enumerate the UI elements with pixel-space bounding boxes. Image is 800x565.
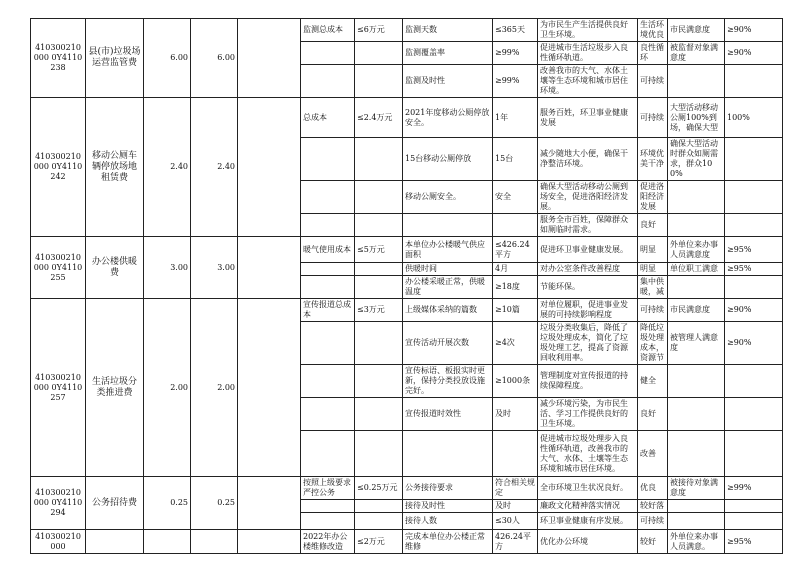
empty-cell [238, 19, 301, 98]
indicator-cell-c1 [301, 181, 355, 214]
indicator-cell-c3: 监测及时性 [403, 65, 493, 98]
indicator-cell-c4: 及时 [493, 398, 538, 431]
indicator-cell-c2 [355, 42, 403, 65]
indicator-cell-c2 [355, 138, 403, 181]
indicator-cell-c7: 市民满意度 [668, 19, 725, 42]
indicator-cell-c7: 单位职工满意 [668, 263, 725, 276]
indicator-cell-c4: 426.24平方 [493, 530, 538, 554]
indicator-cell-c1 [301, 398, 355, 431]
amount-cell: 3.00 [191, 237, 238, 299]
indicator-cell-c1 [301, 263, 355, 276]
indicator-cell-c5: 环卫事业健康有序发展。 [538, 513, 638, 530]
indicator-cell-c4: ≤365天 [493, 19, 538, 42]
indicator-cell-c8 [725, 138, 783, 181]
performance-target-table [30, 18, 783, 554]
indicator-cell-c5: 改善我市的大气、水体土壤等生态环境和城市居住环境。 [538, 65, 638, 98]
indicator-cell-c4: 15台 [493, 138, 538, 181]
indicator-cell-c2 [355, 513, 403, 530]
indicator-cell-c6: 良好 [638, 214, 668, 237]
indicator-cell-c5: 廉政文化精神落实情况 [538, 500, 638, 513]
indicator-cell-c3: 接待及时性 [403, 500, 493, 513]
indicator-cell-c2 [355, 181, 403, 214]
indicator-cell-c6: 环境优美干净 [638, 138, 668, 181]
indicator-cell-c1 [301, 42, 355, 65]
indicator-cell-c3: 办公楼采暖正常，供暖温度 [403, 276, 493, 299]
indicator-cell-c5: 对办公室条件改善程度 [538, 263, 638, 276]
indicator-cell-c1: 按照上级要求严控公务 [301, 477, 355, 500]
indicator-cell-c8: ≥99% [725, 477, 783, 500]
indicator-cell-c4: 1年 [493, 98, 538, 138]
empty-cell [238, 98, 301, 237]
indicator-cell-c1 [301, 276, 355, 299]
indicator-cell-c8: ≥90% [725, 19, 783, 42]
indicator-cell-c6: 可持续 [638, 65, 668, 98]
indicator-cell-c4: ≥99% [493, 42, 538, 65]
empty-cell [238, 299, 301, 477]
amount-cell [191, 530, 238, 554]
indicator-cell-c7: 外单位来办事人员满意度 [668, 237, 725, 263]
indicator-cell-c1: 2022年办公楼维修改造 [301, 530, 355, 554]
amount-cell: 2.40 [191, 98, 238, 237]
indicator-cell-c7 [668, 513, 725, 530]
indicator-cell-c1: 暖气使用成本 [301, 237, 355, 263]
indicator-cell-c2 [355, 500, 403, 513]
indicator-cell-c7 [668, 65, 725, 98]
indicator-cell-c6: 促进洛阳经济发展 [638, 181, 668, 214]
indicator-cell-c7 [668, 431, 725, 477]
indicator-cell-c5: 促进环卫事业健康发展。 [538, 237, 638, 263]
indicator-cell-c6: 良性循环 [638, 42, 668, 65]
indicator-cell-c8 [725, 214, 783, 237]
amount-cell: 2.40 [144, 98, 191, 237]
project-name-cell: 县(市)垃圾场运营监管费 [86, 19, 144, 98]
project-name-cell: 移动公厕车辆停放场地租赁费 [86, 98, 144, 237]
indicator-cell-c1 [301, 431, 355, 477]
project-code-cell: 410300210000 0Y4110242 [31, 98, 86, 237]
indicator-cell-c4: ≥10篇 [493, 299, 538, 322]
indicator-cell-c7 [668, 398, 725, 431]
indicator-cell-c7: 确保大型活动时群众如厕需求，群众100% [668, 138, 725, 181]
indicator-cell-c8: ≥95% [725, 530, 783, 554]
indicator-cell-c6: 可持续 [638, 98, 668, 138]
indicator-cell-c8: ≥90% [725, 42, 783, 65]
amount-cell: 0.25 [191, 477, 238, 530]
indicator-cell-c2 [355, 431, 403, 477]
indicator-cell-c8 [725, 431, 783, 477]
indicator-cell-c1 [301, 138, 355, 181]
indicator-cell-c8: ≥95% [725, 263, 783, 276]
indicator-cell-c2: ≤3万元 [355, 299, 403, 322]
indicator-cell-c4: ≥99% [493, 65, 538, 98]
indicator-cell-c6: 优良 [638, 477, 668, 500]
indicator-cell-c4 [493, 214, 538, 237]
indicator-cell-c2 [355, 365, 403, 398]
indicator-cell-c5: 为市民生产生活提供良好卫生环境。 [538, 19, 638, 42]
indicator-cell-c6: 生活环境优良 [638, 19, 668, 42]
indicator-cell-c6: 可持续 [638, 299, 668, 322]
indicator-cell-c8 [725, 500, 783, 513]
project-code-cell: 410300210000 [31, 530, 86, 554]
project-name-cell: 生活垃圾分类推进费 [86, 299, 144, 477]
indicator-cell-c2 [355, 263, 403, 276]
indicator-cell-c3: 监测覆盖率 [403, 42, 493, 65]
indicator-cell-c2: ≤6万元 [355, 19, 403, 42]
indicator-cell-c5: 优化办公环境 [538, 530, 638, 554]
indicator-cell-c3: 上级媒体采纳的篇数 [403, 299, 493, 322]
project-code-cell: 410300210000 0Y4110238 [31, 19, 86, 98]
indicator-cell-c4: ≥4次 [493, 322, 538, 365]
indicator-cell-c8 [725, 181, 783, 214]
indicator-cell-c4: 及时 [493, 500, 538, 513]
project-name-cell: 办公楼供暖费 [86, 237, 144, 299]
indicator-cell-c5: 减少环境污染，为市民生活、学习工作提供良好的卫生环境。 [538, 398, 638, 431]
indicator-cell-c8 [725, 276, 783, 299]
indicator-cell-c7 [668, 214, 725, 237]
indicator-cell-c3 [403, 214, 493, 237]
indicator-cell-c3: 接待人数 [403, 513, 493, 530]
project-code-cell: 410300210000 0Y4110257 [31, 299, 86, 477]
indicator-cell-c7: 市民满意度 [668, 299, 725, 322]
table-row [31, 98, 783, 138]
indicator-cell-c2: ≤0.25万元 [355, 477, 403, 500]
indicator-cell-c7 [668, 500, 725, 513]
project-code-cell: 410300210000 0Y4110294 [31, 477, 86, 530]
indicator-cell-c8 [725, 65, 783, 98]
indicator-cell-c3: 宣传报道时效性 [403, 398, 493, 431]
indicator-cell-c5: 全市环境卫生状况良好。 [538, 477, 638, 500]
amount-cell: 6.00 [144, 19, 191, 98]
indicator-cell-c6: 降低垃圾处理成本，资源节 [638, 322, 668, 365]
indicator-cell-c4: ≥18度 [493, 276, 538, 299]
amount-cell: 0.25 [144, 477, 191, 530]
indicator-cell-c8 [725, 513, 783, 530]
indicator-cell-c2 [355, 398, 403, 431]
indicator-cell-c7: 被监督对象满意度 [668, 42, 725, 65]
indicator-cell-c7 [668, 276, 725, 299]
empty-cell [238, 477, 301, 530]
indicator-cell-c7: 被接待对象满意度 [668, 477, 725, 500]
indicator-cell-c5: 节能环保。 [538, 276, 638, 299]
indicator-cell-c2: ≤2.4万元 [355, 98, 403, 138]
indicator-cell-c4: ≤426.24平方 [493, 237, 538, 263]
indicator-cell-c5: 促进城市垃圾处理步入良性循环轨道，改善我市的大气、水体、土壤等生态环境和城市居住环境。 [538, 431, 638, 477]
indicator-cell-c3: 本单位办公楼暖气供应面积 [403, 237, 493, 263]
indicator-cell-c8: 100% [725, 98, 783, 138]
table-row [31, 299, 783, 322]
indicator-cell-c6: 健全 [638, 365, 668, 398]
indicator-cell-c8: ≥95% [725, 237, 783, 263]
indicator-cell-c7 [668, 365, 725, 398]
indicator-cell-c5: 管理制度对宣传报道的持续保障程度。 [538, 365, 638, 398]
indicator-cell-c7: 被管理人满意度 [668, 322, 725, 365]
project-code-cell: 410300210000 0Y4110255 [31, 237, 86, 299]
indicator-cell-c5: 对单位履职，促进事业发展的可持续影响程度 [538, 299, 638, 322]
indicator-cell-c4: 安全 [493, 181, 538, 214]
indicator-cell-c1: 监测总成本 [301, 19, 355, 42]
indicator-cell-c1 [301, 365, 355, 398]
indicator-cell-c5: 服务全市百姓，保障群众如厕临时需求。 [538, 214, 638, 237]
empty-cell [238, 237, 301, 299]
indicator-cell-c2 [355, 65, 403, 98]
indicator-cell-c2 [355, 322, 403, 365]
indicator-cell-c3 [403, 431, 493, 477]
table-row [31, 19, 783, 42]
indicator-cell-c6: 较好 [638, 530, 668, 554]
empty-cell [238, 530, 301, 554]
indicator-cell-c2: ≤2万元 [355, 530, 403, 554]
indicator-cell-c7: 外单位来办事人员满意。 [668, 530, 725, 554]
indicator-cell-c1 [301, 65, 355, 98]
indicator-cell-c3: 供暖时间 [403, 263, 493, 276]
indicator-cell-c5: 服务百姓，环卫事业健康发展 [538, 98, 638, 138]
indicator-cell-c1 [301, 513, 355, 530]
indicator-cell-c6: 明显 [638, 263, 668, 276]
indicator-cell-c1 [301, 214, 355, 237]
indicator-cell-c3: 宣传标语、板报实时更新，保持分类投放设施完好。 [403, 365, 493, 398]
amount-cell: 2.00 [191, 299, 238, 477]
indicator-cell-c7 [668, 181, 725, 214]
indicator-cell-c6: 可持续 [638, 513, 668, 530]
indicator-cell-c2 [355, 214, 403, 237]
indicator-cell-c3: 完成本单位办公楼正常维修 [403, 530, 493, 554]
indicator-cell-c1: 总成本 [301, 98, 355, 138]
indicator-cell-c1: 宣传报道总成本 [301, 299, 355, 322]
amount-cell: 3.00 [144, 237, 191, 299]
indicator-cell-c4 [493, 431, 538, 477]
indicator-cell-c6: 明显 [638, 237, 668, 263]
indicator-cell-c8: ≥90% [725, 322, 783, 365]
table-row [31, 530, 783, 554]
indicator-cell-c1 [301, 500, 355, 513]
indicator-cell-c6: 良好 [638, 398, 668, 431]
indicator-cell-c3: 15台移动公厕停放 [403, 138, 493, 181]
indicator-cell-c3: 移动公厕安全。 [403, 181, 493, 214]
amount-cell [144, 530, 191, 554]
table-row [31, 237, 783, 263]
amount-cell: 2.00 [144, 299, 191, 477]
indicator-cell-c3: 公务接待要求 [403, 477, 493, 500]
indicator-cell-c3: 宣传活动开展次数 [403, 322, 493, 365]
indicator-cell-c5: 垃圾分类收集后，降低了垃圾处理成本，简化了垃圾处理工艺，提高了资源回收利用率。 [538, 322, 638, 365]
indicator-cell-c4: ≤30人 [493, 513, 538, 530]
project-name-cell [86, 530, 144, 554]
indicator-cell-c4: 符合相关规定 [493, 477, 538, 500]
indicator-cell-c2 [355, 276, 403, 299]
indicator-cell-c3: 2021年度移动公厕停放安全。 [403, 98, 493, 138]
indicator-cell-c4: 4月 [493, 263, 538, 276]
indicator-cell-c8: ≥90% [725, 299, 783, 322]
indicator-cell-c1 [301, 322, 355, 365]
project-name-cell: 公务招待费 [86, 477, 144, 530]
amount-cell: 6.00 [191, 19, 238, 98]
indicator-cell-c8 [725, 365, 783, 398]
indicator-cell-c4: ≥1000条 [493, 365, 538, 398]
indicator-cell-c7: 大型活动移动公厕100%到场，确保大型 [668, 98, 725, 138]
indicator-cell-c5: 减少随地大小便，确保干净整洁环境。 [538, 138, 638, 181]
indicator-cell-c6: 改善 [638, 431, 668, 477]
indicator-cell-c6: 集中供暖，减 [638, 276, 668, 299]
indicator-cell-c2: ≤5万元 [355, 237, 403, 263]
indicator-cell-c8 [725, 398, 783, 431]
indicator-cell-c5: 确保大型活动移动公厕到场安全，促进洛阳经济发展。 [538, 181, 638, 214]
table-row [31, 477, 783, 500]
indicator-cell-c3: 监测天数 [403, 19, 493, 42]
indicator-cell-c6: 较好落 [638, 500, 668, 513]
indicator-cell-c5: 促进城市生活垃圾步入良性循环轨道。 [538, 42, 638, 65]
